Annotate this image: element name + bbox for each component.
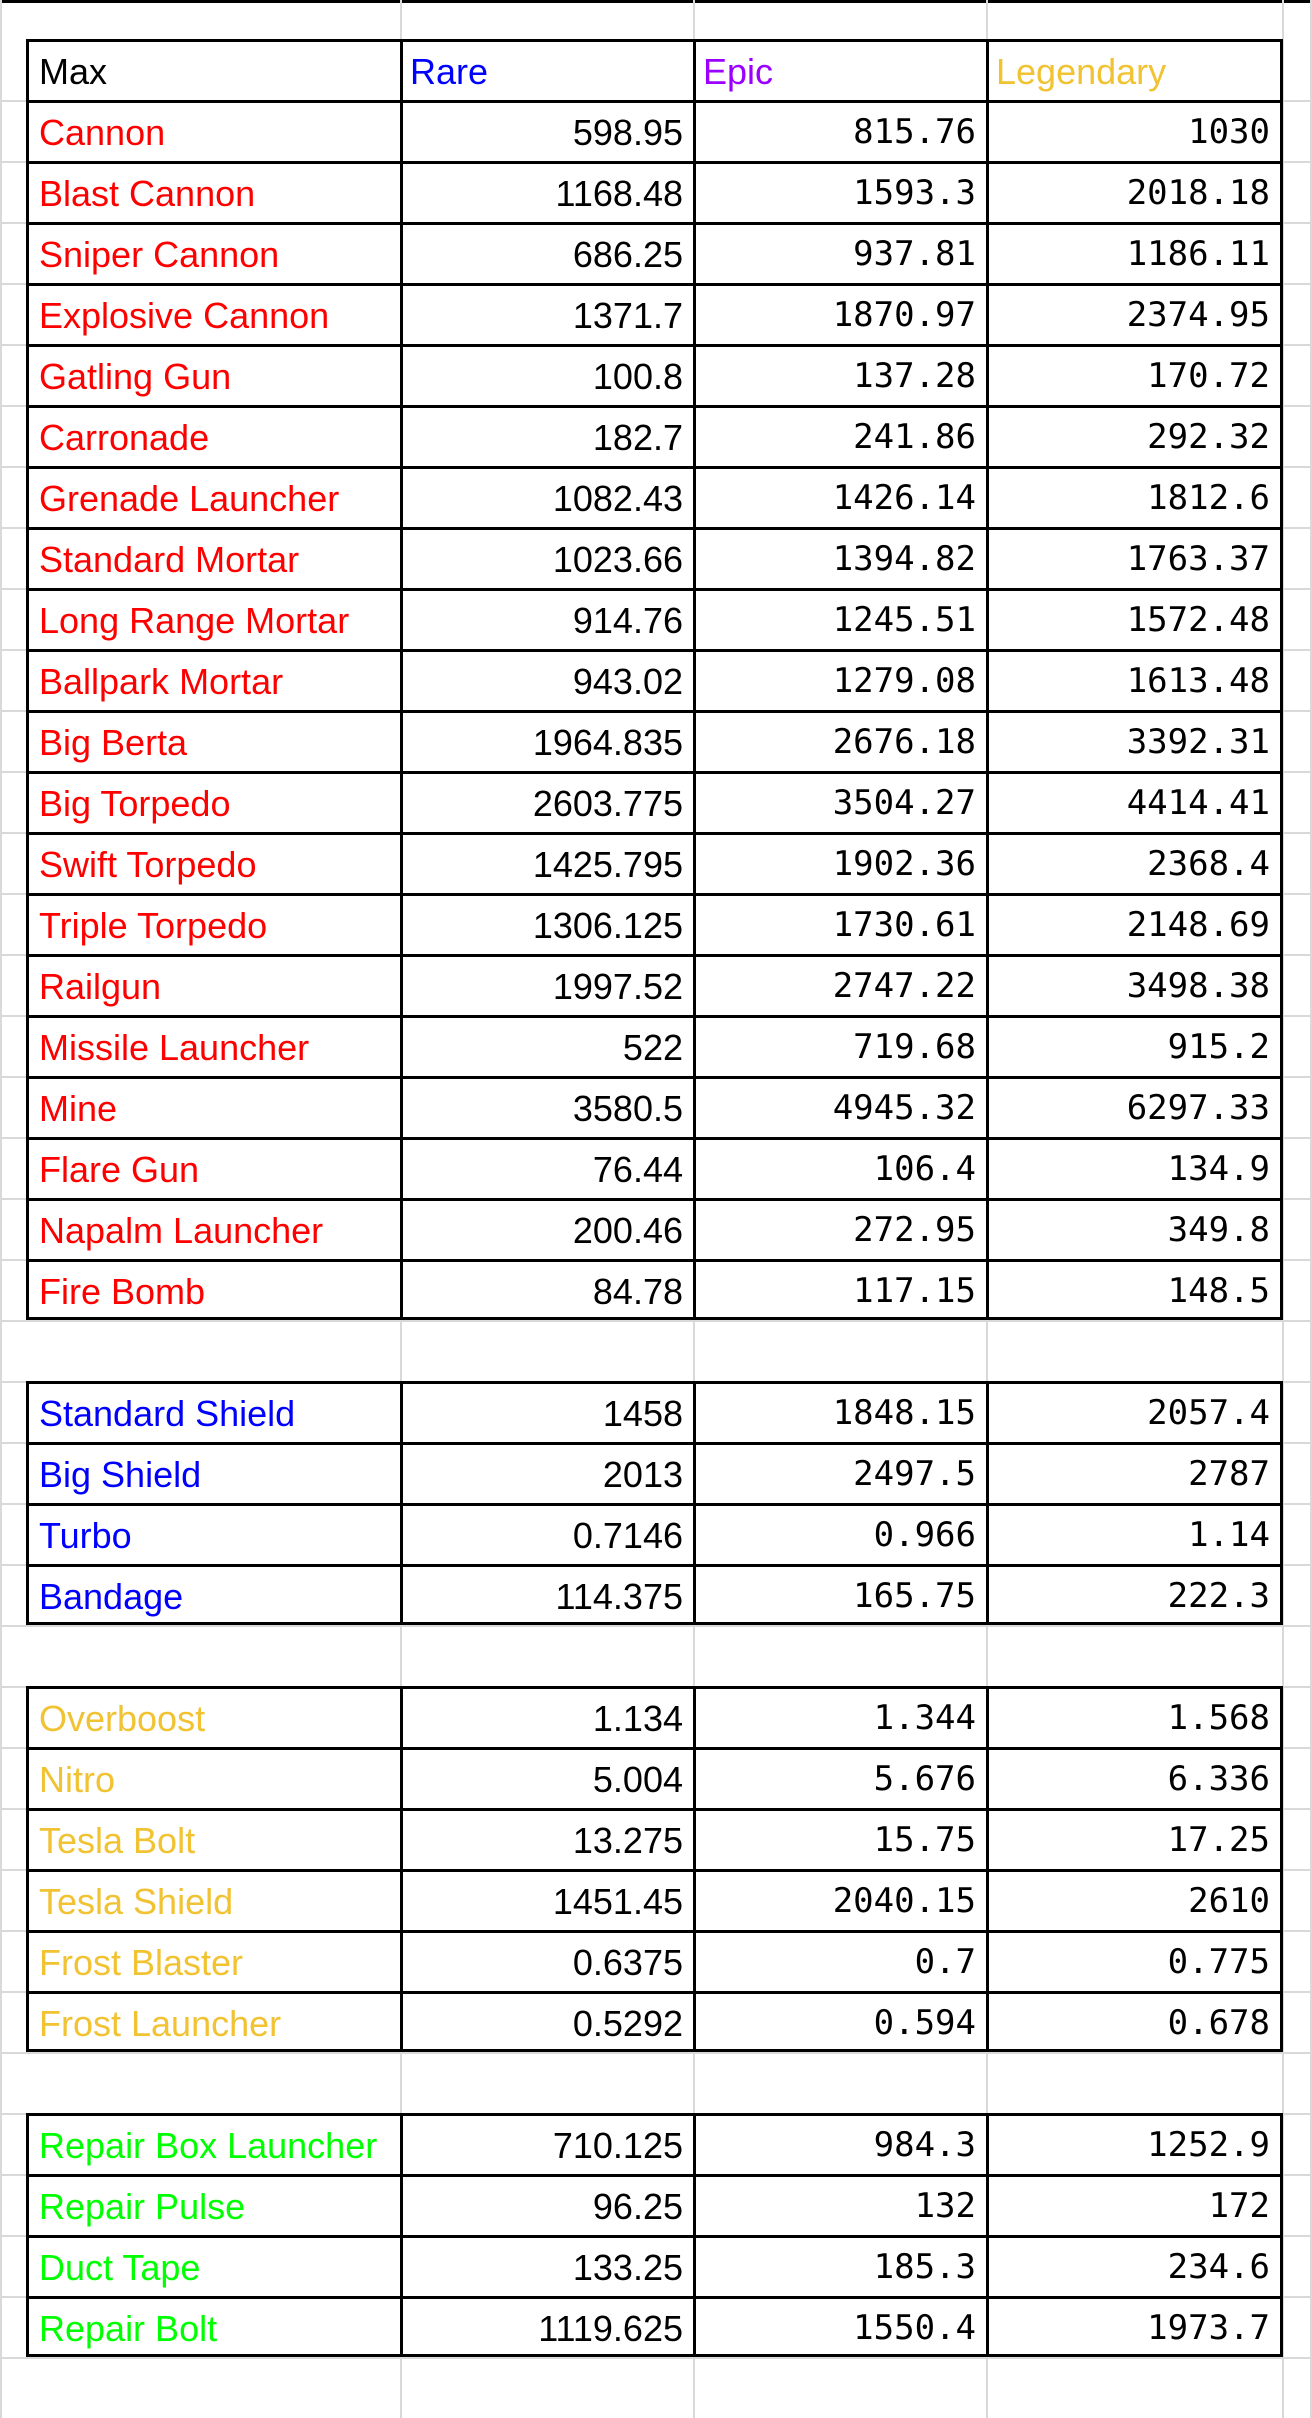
item-name-cell[interactable]: Gatling Gun [26, 344, 403, 405]
item-name-cell[interactable]: Frost Blaster [26, 1930, 403, 1991]
legendary-value-cell[interactable]: 2610 [986, 1869, 1283, 1930]
epic-value-cell[interactable]: 106.4 [693, 1137, 989, 1198]
grid-line-horizontal [0, 2052, 1312, 2054]
legendary-value-cell[interactable]: 6.336 [986, 1747, 1283, 1808]
legendary-value-cell[interactable]: 1812.6 [986, 466, 1283, 527]
legendary-value-cell[interactable]: 1973.7 [986, 2296, 1283, 2357]
rare-value-cell[interactable]: 1371.7 [400, 283, 696, 344]
rare-value-cell[interactable]: 1425.795 [400, 832, 696, 893]
legendary-value-cell[interactable]: 1030 [986, 100, 1283, 161]
rare-value-cell[interactable]: 0.6375 [400, 1930, 696, 1991]
rare-value-cell[interactable]: 114.375 [400, 1564, 696, 1625]
rare-value-cell[interactable]: 1451.45 [400, 1869, 696, 1930]
legendary-value-cell[interactable]: 1.568 [986, 1686, 1283, 1747]
item-name-cell[interactable]: Big Torpedo [26, 771, 403, 832]
item-name-cell[interactable]: Sniper Cannon [26, 222, 403, 283]
epic-value-cell[interactable]: 1848.15 [693, 1381, 989, 1442]
epic-value-cell[interactable]: 1279.08 [693, 649, 989, 710]
epic-value-cell[interactable]: 2040.15 [693, 1869, 989, 1930]
legendary-value-cell[interactable]: 349.8 [986, 1198, 1283, 1259]
item-name-cell[interactable]: Cannon [26, 100, 403, 161]
item-name-cell[interactable]: Triple Torpedo [26, 893, 403, 954]
epic-value-cell[interactable]: 3504.27 [693, 771, 989, 832]
legendary-value-cell[interactable]: 234.6 [986, 2235, 1283, 2296]
rare-value-cell[interactable]: 84.78 [400, 1259, 696, 1320]
item-name-cell[interactable]: Explosive Cannon [26, 283, 403, 344]
grid-line-horizontal [0, 1320, 1312, 1322]
epic-value-cell[interactable]: 185.3 [693, 2235, 989, 2296]
legendary-value-cell[interactable]: 1252.9 [986, 2113, 1283, 2174]
epic-value-cell[interactable]: 1870.97 [693, 283, 989, 344]
rare-value-cell[interactable]: 943.02 [400, 649, 696, 710]
epic-value-cell[interactable]: 132 [693, 2174, 989, 2235]
rare-value-cell[interactable]: 1082.43 [400, 466, 696, 527]
epic-value-cell[interactable]: 117.15 [693, 1259, 989, 1320]
item-name-cell[interactable]: Long Range Mortar [26, 588, 403, 649]
legendary-value-cell[interactable]: 2148.69 [986, 893, 1283, 954]
epic-value-cell[interactable]: 1593.3 [693, 161, 989, 222]
item-name-cell[interactable]: Duct Tape [26, 2235, 403, 2296]
epic-value-cell[interactable]: 4945.32 [693, 1076, 989, 1137]
legendary-value-cell[interactable]: 17.25 [986, 1808, 1283, 1869]
epic-value-cell[interactable]: 1394.82 [693, 527, 989, 588]
item-name-cell[interactable]: Bandage [26, 1564, 403, 1625]
legendary-value-cell[interactable]: 1186.11 [986, 222, 1283, 283]
rare-value-cell[interactable]: 1023.66 [400, 527, 696, 588]
legendary-value-cell[interactable]: 1.14 [986, 1503, 1283, 1564]
header-max[interactable]: Max [26, 39, 403, 100]
rare-value-cell[interactable]: 13.275 [400, 1808, 696, 1869]
top-border [0, 0, 1312, 3]
epic-value-cell[interactable]: 137.28 [693, 344, 989, 405]
rare-value-cell[interactable]: 76.44 [400, 1137, 696, 1198]
epic-value-cell[interactable]: 1426.14 [693, 466, 989, 527]
item-name-cell[interactable]: Fire Bomb [26, 1259, 403, 1320]
rare-value-cell[interactable]: 1964.835 [400, 710, 696, 771]
item-name-cell[interactable]: Turbo [26, 1503, 403, 1564]
legendary-value-cell[interactable]: 2018.18 [986, 161, 1283, 222]
item-name-cell[interactable]: Nitro [26, 1747, 403, 1808]
rare-value-cell[interactable]: 96.25 [400, 2174, 696, 2235]
epic-value-cell[interactable]: 1902.36 [693, 832, 989, 893]
grid-line-horizontal [0, 1625, 1312, 1627]
legendary-value-cell[interactable]: 1613.48 [986, 649, 1283, 710]
item-name-cell[interactable]: Mine [26, 1076, 403, 1137]
epic-value-cell[interactable]: 984.3 [693, 2113, 989, 2174]
item-name-cell[interactable]: Swift Torpedo [26, 832, 403, 893]
rare-value-cell[interactable]: 1.134 [400, 1686, 696, 1747]
legendary-value-cell[interactable]: 2374.95 [986, 283, 1283, 344]
epic-value-cell[interactable]: 1550.4 [693, 2296, 989, 2357]
rare-value-cell[interactable]: 133.25 [400, 2235, 696, 2296]
legendary-value-cell[interactable]: 915.2 [986, 1015, 1283, 1076]
legendary-value-cell[interactable]: 3392.31 [986, 710, 1283, 771]
rare-value-cell[interactable]: 1997.52 [400, 954, 696, 1015]
header-rare[interactable]: Rare [400, 39, 696, 100]
epic-value-cell[interactable]: 0.7 [693, 1930, 989, 1991]
legendary-value-cell[interactable]: 2057.4 [986, 1381, 1283, 1442]
epic-value-cell[interactable]: 15.75 [693, 1808, 989, 1869]
legendary-value-cell[interactable]: 4414.41 [986, 771, 1283, 832]
rare-value-cell[interactable]: 182.7 [400, 405, 696, 466]
item-name-cell[interactable]: Tesla Shield [26, 1869, 403, 1930]
rare-value-cell[interactable]: 686.25 [400, 222, 696, 283]
epic-value-cell[interactable]: 0.966 [693, 1503, 989, 1564]
legendary-value-cell[interactable]: 0.775 [986, 1930, 1283, 1991]
rare-value-cell[interactable]: 1458 [400, 1381, 696, 1442]
legendary-value-cell[interactable]: 1763.37 [986, 527, 1283, 588]
item-name-cell[interactable]: Ballpark Mortar [26, 649, 403, 710]
grid-line-horizontal [0, 2357, 1312, 2359]
grid-line-vertical [0, 0, 2, 2418]
epic-value-cell[interactable]: 0.594 [693, 1991, 989, 2052]
legendary-value-cell[interactable]: 1572.48 [986, 588, 1283, 649]
epic-value-cell[interactable]: 241.86 [693, 405, 989, 466]
rare-value-cell[interactable]: 0.7146 [400, 1503, 696, 1564]
rare-value-cell[interactable]: 710.125 [400, 2113, 696, 2174]
epic-value-cell[interactable]: 5.676 [693, 1747, 989, 1808]
epic-value-cell[interactable]: 937.81 [693, 222, 989, 283]
item-name-cell[interactable]: Repair Pulse [26, 2174, 403, 2235]
epic-value-cell[interactable]: 1.344 [693, 1686, 989, 1747]
rare-value-cell[interactable]: 3580.5 [400, 1076, 696, 1137]
rare-value-cell[interactable]: 1119.625 [400, 2296, 696, 2357]
item-name-cell[interactable]: Overboost [26, 1686, 403, 1747]
epic-value-cell[interactable]: 719.68 [693, 1015, 989, 1076]
epic-value-cell[interactable]: 272.95 [693, 1198, 989, 1259]
rare-value-cell[interactable]: 5.004 [400, 1747, 696, 1808]
rare-value-cell[interactable]: 0.5292 [400, 1991, 696, 2052]
legendary-value-cell[interactable]: 2787 [986, 1442, 1283, 1503]
legendary-value-cell[interactable]: 148.5 [986, 1259, 1283, 1320]
rare-value-cell[interactable]: 100.8 [400, 344, 696, 405]
rare-value-cell[interactable]: 914.76 [400, 588, 696, 649]
epic-value-cell[interactable]: 815.76 [693, 100, 989, 161]
item-name-cell[interactable]: Standard Mortar [26, 527, 403, 588]
item-name-cell[interactable]: Frost Launcher [26, 1991, 403, 2052]
item-name-cell[interactable]: Grenade Launcher [26, 466, 403, 527]
legendary-value-cell[interactable]: 292.32 [986, 405, 1283, 466]
item-name-cell[interactable]: Big Shield [26, 1442, 403, 1503]
rare-value-cell[interactable]: 2013 [400, 1442, 696, 1503]
rare-value-cell[interactable]: 2603.775 [400, 771, 696, 832]
item-name-cell[interactable]: Big Berta [26, 710, 403, 771]
epic-value-cell[interactable]: 2747.22 [693, 954, 989, 1015]
epic-value-cell[interactable]: 2676.18 [693, 710, 989, 771]
legendary-value-cell[interactable]: 134.9 [986, 1137, 1283, 1198]
legendary-value-cell[interactable]: 3498.38 [986, 954, 1283, 1015]
legendary-value-cell[interactable]: 222.3 [986, 1564, 1283, 1625]
legendary-value-cell[interactable]: 2368.4 [986, 832, 1283, 893]
header-legendary[interactable]: Legendary [986, 39, 1283, 100]
item-name-cell[interactable]: Repair Box Launcher [26, 2113, 403, 2174]
legendary-value-cell[interactable]: 172 [986, 2174, 1283, 2235]
legendary-value-cell[interactable]: 0.678 [986, 1991, 1283, 2052]
epic-value-cell[interactable]: 2497.5 [693, 1442, 989, 1503]
item-name-cell[interactable]: Standard Shield [26, 1381, 403, 1442]
epic-value-cell[interactable]: 1245.51 [693, 588, 989, 649]
item-name-cell[interactable]: Railgun [26, 954, 403, 1015]
header-epic[interactable]: Epic [693, 39, 989, 100]
rare-value-cell[interactable]: 598.95 [400, 100, 696, 161]
rare-value-cell[interactable]: 522 [400, 1015, 696, 1076]
rare-value-cell[interactable]: 1306.125 [400, 893, 696, 954]
item-name-cell[interactable]: Missile Launcher [26, 1015, 403, 1076]
epic-value-cell[interactable]: 1730.61 [693, 893, 989, 954]
item-name-cell[interactable]: Tesla Bolt [26, 1808, 403, 1869]
item-name-cell[interactable]: Flare Gun [26, 1137, 403, 1198]
legendary-value-cell[interactable]: 6297.33 [986, 1076, 1283, 1137]
epic-value-cell[interactable]: 165.75 [693, 1564, 989, 1625]
legendary-value-cell[interactable]: 170.72 [986, 344, 1283, 405]
item-name-cell[interactable]: Carronade [26, 405, 403, 466]
rare-value-cell[interactable]: 200.46 [400, 1198, 696, 1259]
item-name-cell[interactable]: Repair Bolt [26, 2296, 403, 2357]
item-name-cell[interactable]: Napalm Launcher [26, 1198, 403, 1259]
item-name-cell[interactable]: Blast Cannon [26, 161, 403, 222]
rare-value-cell[interactable]: 1168.48 [400, 161, 696, 222]
